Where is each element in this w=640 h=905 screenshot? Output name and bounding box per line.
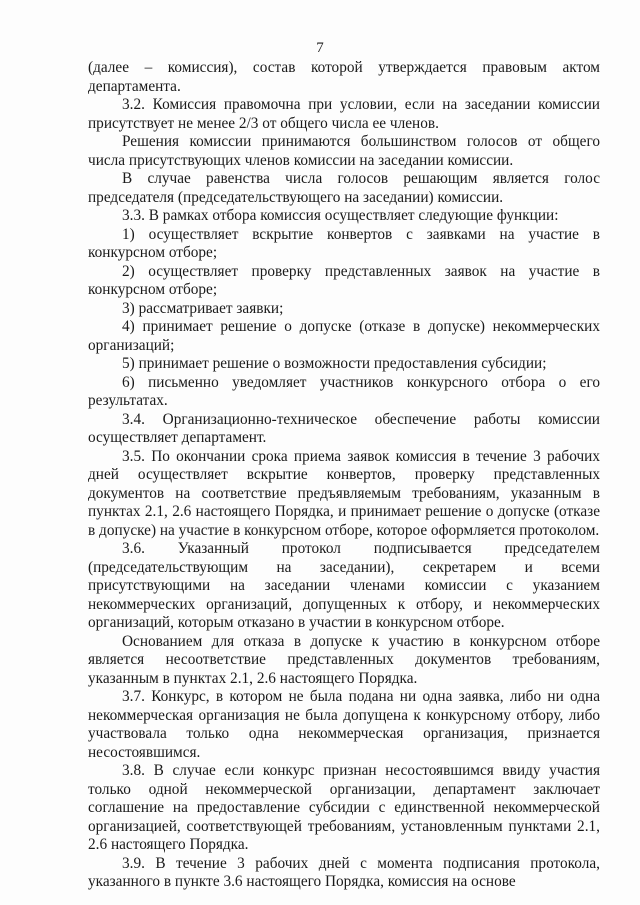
list-item: 5) принимает решение о возможности предоставления субсидии;: [122, 355, 547, 372]
list-item: 6) письменно уведомляет участников конкурсного отбора о его результатах.: [88, 373, 600, 409]
list-item: 3) рассматривает заявки;: [122, 299, 284, 317]
paragraph: 3.7. Конкурс, в котором не была подана ни одна заявка, либо ни одна некоммерческая организация не была допущена к конкурсному отбору, либо участвовала только одна некоммерческая организация, признается несостоявшимся.: [88, 688, 600, 761]
paragraph: 3.8. В случае если конкурс признан несостоявшимся ввиду участия только одной некоммерческой организации, департамент заключает соглашение на предоставление субсидии с единственной некоммерческой организацией, соответствующей требованиям, установленным пунктами 2.1, 2.6 настоящего Порядка.: [88, 762, 600, 853]
list-item: 2) осуществляет проверку представленных заявок на участие в конкурсном отборе;: [88, 262, 600, 298]
paragraph: 3.6. Указанный протокол подписывается председателем (председательствующим на заседании), секретарем и всеми присутствующими на заседании членами комиссии с указанием некоммерческих организаций, допущенных к отбору, и некоммерческих организаций, которым отказано в участии в конкурсном отборе.: [88, 540, 600, 631]
list-item: 1) осуществляет вскрытие конвертов с заявками на участие в конкурсном отборе;: [88, 225, 600, 261]
paragraph: Решения комиссии принимаются большинством голосов от общего числа присутствующих членов комиссии на заседании комиссии.: [88, 133, 600, 169]
page-number: 7: [316, 40, 324, 56]
paragraph: 3.9. В течение 3 рабочих дней с момента подписания протокола, указанного в пункте 3.6 настоящего Порядка, комиссия на основе: [88, 854, 600, 890]
document-body: [88, 59, 600, 892]
list-item: 4) принимает решение о допуске (отказе в допуске) некоммерческих организаций;: [88, 318, 600, 354]
paragraph: В случае равенства числа голосов решающим является голос председателя (председательствующего на заседании) комиссии.: [88, 170, 600, 206]
paragraph: 3.2. Комиссия правомочна при условии, если на заседании комиссии присутствует не менее 2/3 от общего числа ее членов.: [88, 96, 600, 132]
paragraph: 3.4. Организационно-техническое обеспечение работы комиссии осуществляет департамент.: [88, 410, 600, 446]
paragraph: 3.3. В рамках отбора комиссия осуществляет следующие функции:: [122, 207, 559, 224]
paragraph: Основанием для отказа в допуске к участию в конкурсном отборе является несоответствие представленных документов требованиям, указанным в пунктах 2.1, 2.6 настоящего Порядка.: [88, 632, 600, 687]
paragraph: 3.5. По окончании срока приема заявок комиссия в течение 3 рабочих дней осуществляет вскрытие конвертов, проверку представленных документов на соответствие предъявляемым требованиям, указанным в пунктах 2.1, 2.6 настоящего Порядка, и принимает решение о допуске (отказе в допуске) на участие в конкурсном отборе, которое оформляется протоколом.: [88, 447, 600, 539]
paragraph: (далее – комиссия), состав которой утверждается правовым актом департамента.: [88, 59, 600, 95]
